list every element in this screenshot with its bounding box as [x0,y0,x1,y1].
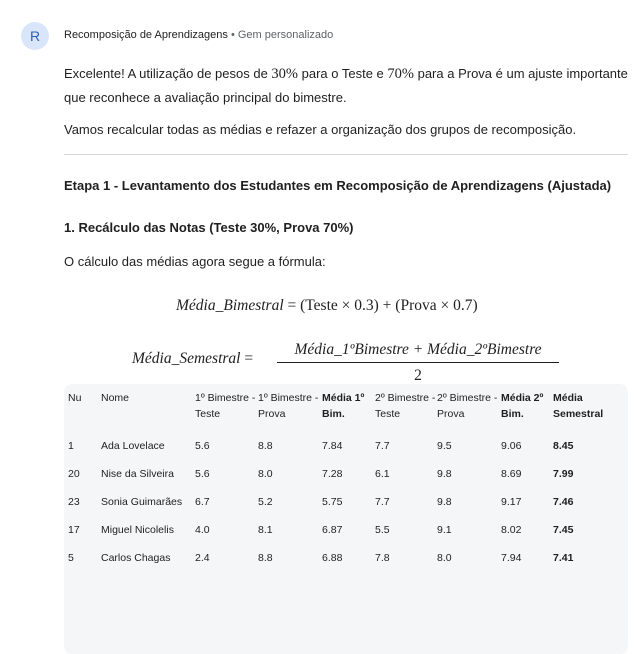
table-row [68,494,617,522]
col-header-semester-avg: Média Semestral [553,392,604,420]
formula-intro: O cálculo das médias agora segue a fórmula: [64,254,326,269]
avatar: R [21,22,49,50]
cell-b2-test: 7.7 [375,496,390,508]
col-header-b2-avg: Média 2º Bim. [501,392,544,420]
cell-b2-test: 7.8 [375,552,390,564]
intro-paragraph [64,62,634,110]
cell-number: 20 [68,468,80,480]
cell-semester-avg: 8.45 [553,440,574,452]
cell-b1-exam: 8.8 [258,440,273,452]
cell-b2-avg: 9.06 [501,440,522,452]
cell-b1-test: 4.0 [195,524,210,536]
col-header-b2-test: 2º Bimestre - Teste [375,392,436,420]
cell-number: 5 [68,552,74,564]
cell-name: Miguel Nicolelis [101,524,174,536]
cell-b1-exam: 8.8 [258,552,273,564]
cell-semester-avg: 7.41 [553,552,574,564]
fraction-numerator: Média_1ºBimestre + Média_2ºBimestre [294,341,542,358]
grades-table-container [64,384,628,654]
cell-b1-avg: 7.84 [322,440,343,452]
cell-b1-avg: 7.28 [322,468,343,480]
fraction-bar [277,362,559,363]
cell-semester-avg: 7.99 [553,468,574,480]
formula-semestral-fraction [277,341,559,385]
table-row [68,522,617,550]
cell-b2-avg: 8.02 [501,524,522,536]
cell-semester-avg: 7.45 [553,524,574,536]
cell-number: 1 [68,440,74,452]
cell-b1-test: 6.7 [195,496,210,508]
cell-b1-avg: 6.87 [322,524,343,536]
col-header-number: Nu [68,392,82,404]
table-row [68,550,617,578]
formula-semestral-equals: = [240,350,254,367]
col-header-b2-exam: 2º Bimestre - Prova [437,392,498,420]
formula-semestral-lhs [132,350,253,368]
cell-b2-test: 7.7 [375,440,390,452]
cell-name: Ada Lovelace [101,440,165,452]
cell-b2-exam: 9.1 [437,524,452,536]
formula-semestral-lhs-text: Média_Semestral [132,350,241,367]
formula-bimestral-rhs: = (Teste × 0.3) + (Prova × 0.7) [283,297,478,314]
grades-table [68,390,617,578]
fraction-denominator: 2 [414,367,422,384]
cell-b2-exam: 9.5 [437,440,452,452]
section-title: Etapa 1 - Levantamento dos Estudantes em Recomposição de Aprendizagens (Ajustada) [64,178,612,193]
header-separator: • [227,29,238,41]
cell-name: Nise da Silveira [101,468,174,480]
intro-text-c: para o Teste e [298,66,388,81]
col-header-name: Nome [101,392,130,404]
intro-weight-test: 30% [271,66,299,82]
table-header-row [68,390,617,438]
gem-subtitle: Gem personalizado [237,29,334,41]
cell-b2-avg: 7.94 [501,552,522,564]
gem-header [64,29,333,41]
cell-b2-avg: 8.69 [501,468,522,480]
cell-b1-exam: 8.1 [258,524,273,536]
cell-name: Sonia Guimarães [101,496,183,508]
recalc-paragraph: Vamos recalcular todas as médias e refazer a organização dos grupos de recomposição. [64,122,577,137]
cell-b1-exam: 5.2 [258,496,273,508]
table-row [68,438,617,466]
cell-b1-test: 5.6 [195,468,210,480]
cell-b2-exam: 9.8 [437,468,452,480]
cell-b2-avg: 9.17 [501,496,522,508]
intro-text-a: Excelente! A utilização de pesos de [64,66,272,81]
col-header-b1-exam: 1º Bimestre - Prova [258,392,319,420]
cell-name: Carlos Chagas [101,552,171,564]
cell-b1-exam: 8.0 [258,468,273,480]
col-header-b1-test: 1º Bimestre - Teste [195,392,256,420]
cell-semester-avg: 7.46 [553,496,574,508]
cell-number: 23 [68,496,80,508]
divider [64,154,628,155]
cell-b1-test: 5.6 [195,440,210,452]
cell-b2-test: 5.5 [375,524,390,536]
section-subtitle: 1. Recálculo das Notas (Teste 30%, Prova 70%) [64,220,354,235]
gem-title: Recomposição de Aprendizagens [64,29,228,41]
col-header-b1-avg: Média 1º Bim. [322,392,365,420]
cell-b2-exam: 8.0 [437,552,452,564]
intro-text-e: para a Prova é um ajuste importante que reconhece a avaliação principal do bimestre. [64,66,628,105]
table-row [68,466,617,494]
cell-number: 17 [68,524,80,536]
formula-bimestral [176,297,478,315]
cell-b2-exam: 9.8 [437,496,452,508]
cell-b1-avg: 6.88 [322,552,343,564]
cell-b2-test: 6.1 [375,468,390,480]
intro-weight-exam: 70% [387,66,414,82]
cell-b1-test: 2.4 [195,552,210,564]
cell-b1-avg: 5.75 [322,496,343,508]
formula-bimestral-lhs: Média_Bimestral [176,297,284,314]
